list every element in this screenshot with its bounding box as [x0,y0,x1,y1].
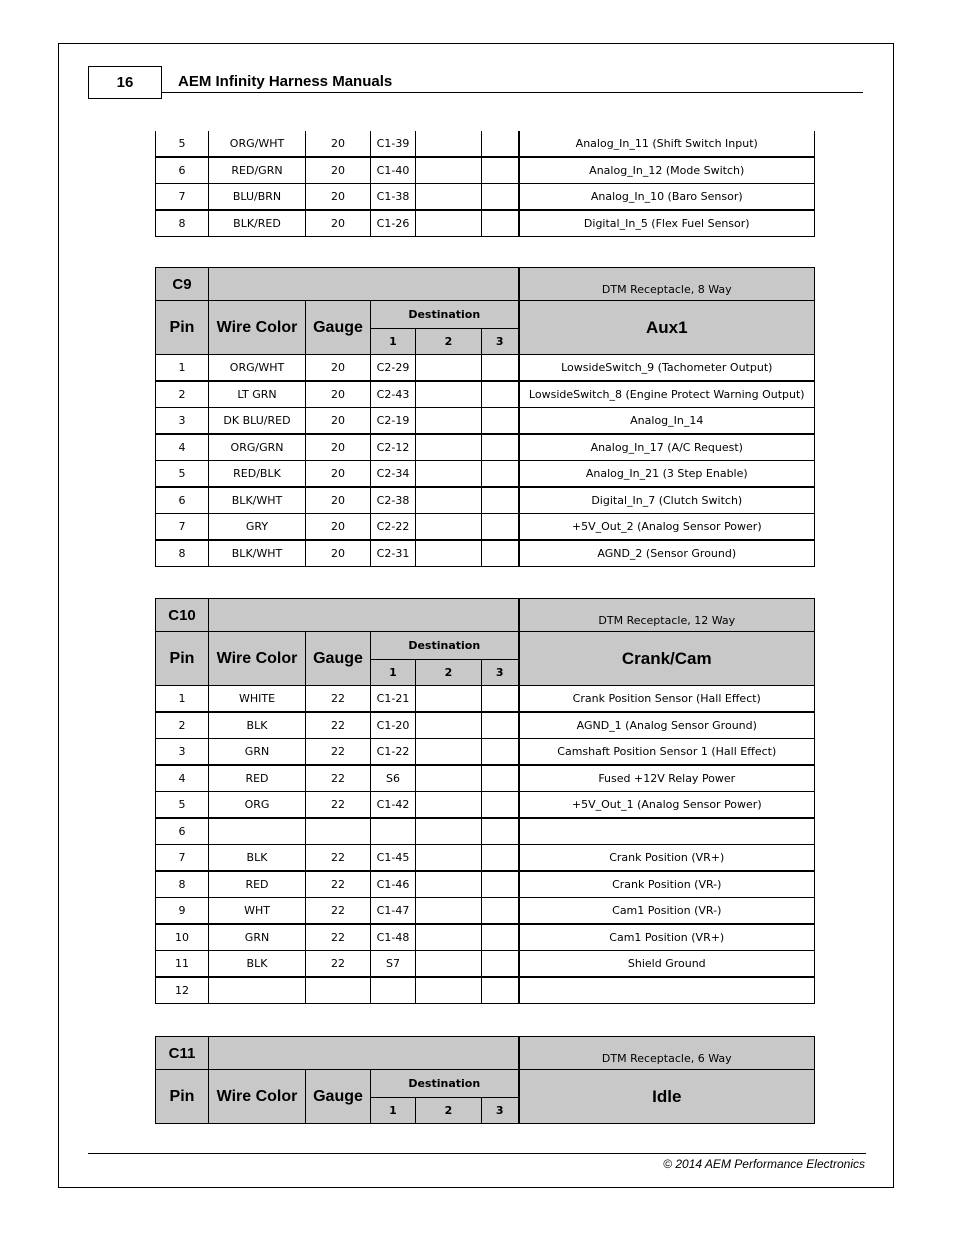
destination-3-cell [482,818,519,845]
function-cell: +5V_Out_2 (Analog Sensor Power) [519,514,815,541]
destination-3-cell [482,434,519,461]
destination-1-cell: C2-43 [371,381,416,408]
destination-1-cell: C1-46 [371,871,416,898]
wire-color-cell: RED [209,765,306,792]
pin-cell: 1 [156,355,209,382]
gauge-cell: 20 [306,157,371,184]
gauge-cell: 22 [306,951,371,978]
gauge-cell: 20 [306,210,371,237]
gauge-header: Gauge [306,1070,371,1124]
wire-color-cell [209,818,306,845]
destination-2-cell [416,408,482,435]
pinout-table-c11 [155,1036,815,1124]
destination-3-cell [482,381,519,408]
function-cell: +5V_Out_1 (Analog Sensor Power) [519,792,815,819]
wire-color-cell: DK BLU/RED [209,408,306,435]
gauge-cell: 20 [306,461,371,488]
destination-2-cell [416,157,482,184]
wire-color-cell [209,977,306,1004]
destination-1-cell: C1-42 [371,792,416,819]
function-cell: Crank Position (VR-) [519,871,815,898]
destination-3-cell [482,514,519,541]
destination-2-cell [416,514,482,541]
gauge-cell: 22 [306,712,371,739]
table-row [156,765,815,792]
table-row [156,977,815,1004]
destination-3-cell [482,461,519,488]
destination-1-cell: C1-40 [371,157,416,184]
function-cell: Camshaft Position Sensor 1 (Hall Effect) [519,739,815,766]
wire-color-cell: GRY [209,514,306,541]
destination-1-cell: C2-19 [371,408,416,435]
function-header: Aux1 [519,301,815,355]
destination-1-header: 1 [371,660,416,686]
gauge-header: Gauge [306,632,371,686]
destination-3-cell [482,898,519,925]
gauge-cell: 20 [306,184,371,211]
destination-3-cell [482,210,519,237]
table-row [156,355,815,382]
wire-color-cell: BLK/RED [209,210,306,237]
destination-2-cell [416,686,482,713]
pin-cell: 8 [156,871,209,898]
gauge-cell: 22 [306,924,371,951]
pin-cell: 11 [156,951,209,978]
pin-cell: 7 [156,514,209,541]
pin-cell: 12 [156,977,209,1004]
connector-id: C11 [156,1037,209,1070]
function-cell: Fused +12V Relay Power [519,765,815,792]
function-cell: LowsideSwitch_8 (Engine Protect Warning Output) [519,381,815,408]
destination-2-cell [416,355,482,382]
wire-color-cell: GRN [209,739,306,766]
gauge-header: Gauge [306,301,371,355]
gauge-cell: 20 [306,434,371,461]
destination-3-cell [482,686,519,713]
destination-3-cell [482,184,519,211]
gauge-cell: 20 [306,355,371,382]
function-cell: Cam1 Position (VR+) [519,924,815,951]
destination-2-cell [416,977,482,1004]
gauge-cell: 20 [306,408,371,435]
connector-id: C9 [156,268,209,301]
destination-1-cell: C1-48 [371,924,416,951]
table-row [156,157,815,184]
pinout-table-continued [155,131,815,237]
destination-3-header: 3 [482,329,519,355]
gauge-cell: 22 [306,871,371,898]
wire-color-cell: BLK/WHT [209,487,306,514]
destination-3-cell [482,765,519,792]
header-blank [209,599,519,632]
function-cell: Digital_In_5 (Flex Fuel Sensor) [519,210,815,237]
destination-1-cell: C1-47 [371,898,416,925]
pin-cell: 7 [156,845,209,872]
wire-color-cell: LT GRN [209,381,306,408]
destination-2-header: 2 [416,660,482,686]
wire-color-cell: RED [209,871,306,898]
pin-cell: 5 [156,461,209,488]
table-row [156,184,815,211]
destination-1-cell: S7 [371,951,416,978]
destination-1-cell: C1-22 [371,739,416,766]
table-row [156,792,815,819]
function-cell: Analog_In_10 (Baro Sensor) [519,184,815,211]
connector-type: DTM Receptacle, 12 Way [519,599,815,632]
destination-2-cell [416,210,482,237]
destination-1-cell: C1-26 [371,210,416,237]
destination-2-cell [416,924,482,951]
destination-1-cell [371,818,416,845]
destination-header: Destination [371,632,519,660]
function-cell: Analog_In_14 [519,408,815,435]
destination-3-cell [482,487,519,514]
pin-cell: 6 [156,157,209,184]
pin-cell: 2 [156,381,209,408]
page-number: 16 [88,66,162,99]
wire-color-header: Wire Color [209,1070,306,1124]
gauge-cell: 22 [306,765,371,792]
function-cell: Analog_In_11 (Shift Switch Input) [519,131,815,157]
pin-cell: 3 [156,408,209,435]
table-row [156,540,815,567]
function-cell: AGND_2 (Sensor Ground) [519,540,815,567]
connector-id: C10 [156,599,209,632]
destination-header: Destination [371,301,519,329]
wire-color-cell: ORG/GRN [209,434,306,461]
table-row [156,434,815,461]
destination-3-cell [482,845,519,872]
destination-2-cell [416,898,482,925]
gauge-cell: 20 [306,131,371,157]
destination-2-cell [416,871,482,898]
function-cell [519,818,815,845]
table-row [156,686,815,713]
wire-color-cell: BLK [209,951,306,978]
wire-color-cell: WHT [209,898,306,925]
destination-3-cell [482,408,519,435]
gauge-cell: 20 [306,381,371,408]
pin-cell: 8 [156,540,209,567]
destination-2-cell [416,765,482,792]
destination-1-cell: C2-38 [371,487,416,514]
pin-cell: 3 [156,739,209,766]
destination-1-cell: C1-21 [371,686,416,713]
gauge-cell [306,818,371,845]
destination-3-cell [482,792,519,819]
destination-1-cell: C2-29 [371,355,416,382]
pin-cell: 4 [156,765,209,792]
wire-color-cell: ORG [209,792,306,819]
function-cell: Analog_In_12 (Mode Switch) [519,157,815,184]
document-title: AEM Infinity Harness Manuals [178,73,393,90]
pinout-table-c10 [155,598,815,1004]
table-row [156,712,815,739]
gauge-cell: 20 [306,540,371,567]
destination-1-cell: C1-45 [371,845,416,872]
destination-2-cell [416,487,482,514]
destination-2-header: 2 [416,329,482,355]
gauge-cell: 22 [306,898,371,925]
destination-1-cell: C2-22 [371,514,416,541]
destination-1-cell [371,977,416,1004]
wire-color-cell: BLK [209,712,306,739]
pin-cell: 5 [156,131,209,157]
function-cell: Analog_In_17 (A/C Request) [519,434,815,461]
gauge-cell: 22 [306,739,371,766]
destination-3-cell [482,131,519,157]
table-row [156,210,815,237]
table-row [156,514,815,541]
destination-1-cell: C1-39 [371,131,416,157]
table-row [156,951,815,978]
table-row [156,381,815,408]
pin-header: Pin [156,632,209,686]
pin-header: Pin [156,301,209,355]
pin-cell: 6 [156,818,209,845]
gauge-cell: 22 [306,845,371,872]
function-cell: Analog_In_21 (3 Step Enable) [519,461,815,488]
function-cell: Crank Position (VR+) [519,845,815,872]
gauge-cell: 22 [306,792,371,819]
pin-cell: 10 [156,924,209,951]
destination-1-cell: S6 [371,765,416,792]
pinout-table-c9 [155,267,815,567]
function-cell [519,977,815,1004]
wire-color-cell: ORG/WHT [209,355,306,382]
gauge-cell [306,977,371,1004]
destination-1-cell: C2-12 [371,434,416,461]
table-row [156,871,815,898]
destination-2-cell [416,845,482,872]
destination-2-cell [416,381,482,408]
destination-2-cell [416,712,482,739]
gauge-cell: 22 [306,686,371,713]
destination-3-cell [482,951,519,978]
table-row [156,461,815,488]
function-cell: Cam1 Position (VR-) [519,898,815,925]
pin-cell: 6 [156,487,209,514]
pin-header: Pin [156,1070,209,1124]
gauge-cell: 20 [306,487,371,514]
table-row [156,845,815,872]
table-row [156,131,815,157]
destination-3-cell [482,977,519,1004]
pin-cell: 7 [156,184,209,211]
destination-3-cell [482,157,519,184]
function-cell: Crank Position Sensor (Hall Effect) [519,686,815,713]
destination-1-cell: C1-38 [371,184,416,211]
wire-color-cell: ORG/WHT [209,131,306,157]
table-row [156,487,815,514]
function-header: Crank/Cam [519,632,815,686]
wire-color-cell: BLK/WHT [209,540,306,567]
destination-2-cell [416,184,482,211]
wire-color-header: Wire Color [209,632,306,686]
connector-type: DTM Receptacle, 8 Way [519,268,815,301]
destination-2-cell [416,792,482,819]
function-cell: Shield Ground [519,951,815,978]
function-cell: Digital_In_7 (Clutch Switch) [519,487,815,514]
pin-cell: 9 [156,898,209,925]
function-cell: AGND_1 (Analog Sensor Ground) [519,712,815,739]
header-rule [162,92,863,93]
pin-cell: 8 [156,210,209,237]
wire-color-cell: WHITE [209,686,306,713]
function-header: Idle [519,1070,815,1124]
wire-color-cell: GRN [209,924,306,951]
destination-3-cell [482,355,519,382]
destination-1-header: 1 [371,329,416,355]
destination-3-cell [482,712,519,739]
wire-color-cell: RED/BLK [209,461,306,488]
destination-2-cell [416,818,482,845]
destination-1-cell: C2-34 [371,461,416,488]
wire-color-cell: BLK [209,845,306,872]
destination-2-cell [416,434,482,461]
destination-1-cell: C1-20 [371,712,416,739]
destination-3-cell [482,540,519,567]
wire-color-header: Wire Color [209,301,306,355]
destination-2-cell [416,540,482,567]
destination-2-header: 2 [416,1098,482,1124]
gauge-cell: 20 [306,514,371,541]
destination-3-header: 3 [482,660,519,686]
destination-2-cell [416,131,482,157]
destination-2-cell [416,951,482,978]
destination-header: Destination [371,1070,519,1098]
function-cell: LowsideSwitch_9 (Tachometer Output) [519,355,815,382]
footer-rule [88,1153,866,1154]
table-row [156,898,815,925]
destination-1-cell: C2-31 [371,540,416,567]
destination-3-cell [482,924,519,951]
pin-cell: 5 [156,792,209,819]
destination-1-header: 1 [371,1098,416,1124]
destination-2-cell [416,739,482,766]
table-row [156,739,815,766]
destination-3-cell [482,739,519,766]
destination-3-header: 3 [482,1098,519,1124]
pin-cell: 4 [156,434,209,461]
destination-2-cell [416,461,482,488]
table-row [156,408,815,435]
pin-cell: 2 [156,712,209,739]
pin-cell: 1 [156,686,209,713]
header-blank [209,268,519,301]
header-blank [209,1037,519,1070]
wire-color-cell: RED/GRN [209,157,306,184]
destination-3-cell [482,871,519,898]
wire-color-cell: BLU/BRN [209,184,306,211]
table-row [156,818,815,845]
footer-copyright: © 2014 AEM Performance Electronics [663,1157,865,1171]
connector-type: DTM Receptacle, 6 Way [519,1037,815,1070]
table-row [156,924,815,951]
